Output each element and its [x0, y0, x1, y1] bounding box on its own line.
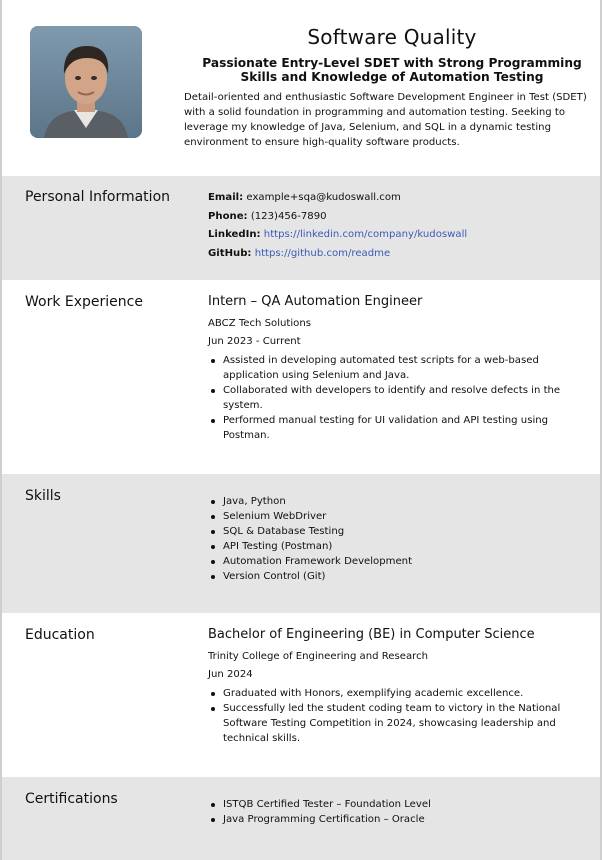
list-item: Java Programming Certification – Oracle: [223, 812, 578, 827]
work-dates: Jun 2023 - Current: [208, 336, 301, 347]
contact-email: [208, 190, 578, 205]
contact-details: [208, 190, 578, 264]
contact-phone: [208, 209, 578, 224]
list-item: Version Control (Git): [223, 569, 578, 584]
person-portrait-icon: [30, 26, 142, 138]
school-name: Trinity College of Engineering and Research: [208, 651, 429, 662]
section-heading: Certifications: [25, 791, 118, 807]
email-label: Email:: [208, 192, 244, 203]
education-entry: [208, 627, 578, 746]
resume-title: Software Quality: [307, 25, 477, 49]
linkedin-link[interactable]: https://linkedin.com/company/kudoswall: [263, 229, 468, 241]
certifications-section: [2, 777, 600, 860]
company-name: ABCZ Tech Solutions: [208, 318, 312, 329]
personal-information-section: [2, 176, 600, 280]
education-section: [2, 613, 600, 777]
graduation-date: Jun 2024: [208, 669, 253, 680]
github-link[interactable]: https://github.com/readme: [254, 247, 391, 259]
list-item: Graduated with Honors, exemplifying academic excellence.: [223, 686, 578, 701]
list-item: Automation Framework Development: [223, 554, 578, 569]
skills-section: [2, 474, 600, 613]
list-item: Performed manual testing for UI validation and API testing using Postman.: [223, 413, 578, 443]
phone-label: Phone:: [208, 210, 248, 222]
list-item: Successfully led the student coding team to victory in the National Software Testing Competition in 2024, showcasing leadership and technical skills.: [223, 701, 578, 746]
contact-linkedin: [208, 227, 578, 242]
work-experience-section: [2, 280, 600, 474]
list-item: Assisted in developing automated test scripts for a web-based application using Selenium and Java.: [223, 353, 578, 383]
resume-subtitle: Passionate Entry-Level SDET with Strong Programming Skills and Knowledge of Automation Testing: [202, 56, 582, 84]
list-item: ISTQB Certified Tester – Foundation Level: [223, 797, 578, 812]
degree-title: Bachelor of Engineering (BE) in Computer Science: [208, 627, 535, 642]
email-value[interactable]: example+sqa@kudoswall.com: [246, 192, 401, 203]
job-title: Intern – QA Automation Engineer: [208, 294, 423, 309]
section-heading: Personal Information: [25, 189, 171, 205]
list-item: API Testing (Postman): [223, 539, 578, 554]
linkedin-label: LinkedIn:: [208, 229, 261, 241]
profile-photo: [30, 26, 142, 138]
phone-value[interactable]: (123)456-7890: [250, 210, 327, 222]
work-bullets: [208, 353, 578, 443]
education-bullets: [208, 686, 578, 746]
list-item: Java, Python: [223, 494, 578, 509]
section-heading: Skills: [25, 488, 61, 504]
list-item: Selenium WebDriver: [223, 509, 578, 524]
resume-summary: Detail-oriented and enthusiastic Software Development Engineer in Test (SDET) with a solid foundation in programming and automation testing. Seeking to leverage my knowledge of Java, Selenium, and SQL in a dynamic testing environment to ensure high-quality software products.: [184, 92, 587, 148]
certifications-list: [208, 797, 578, 827]
github-label: GitHub:: [208, 247, 252, 259]
section-heading: Work Experience: [25, 294, 143, 310]
skills-list: [208, 494, 578, 584]
work-entry: [208, 294, 578, 443]
section-heading: Education: [25, 627, 95, 643]
list-item: Collaborated with developers to identify and resolve defects in the system.: [223, 383, 578, 413]
contact-github: [208, 246, 578, 261]
resume-header: [2, 0, 600, 176]
skills-list-wrap: [208, 494, 578, 584]
list-item: SQL & Database Testing: [223, 524, 578, 539]
certifications-list-wrap: [208, 797, 578, 827]
